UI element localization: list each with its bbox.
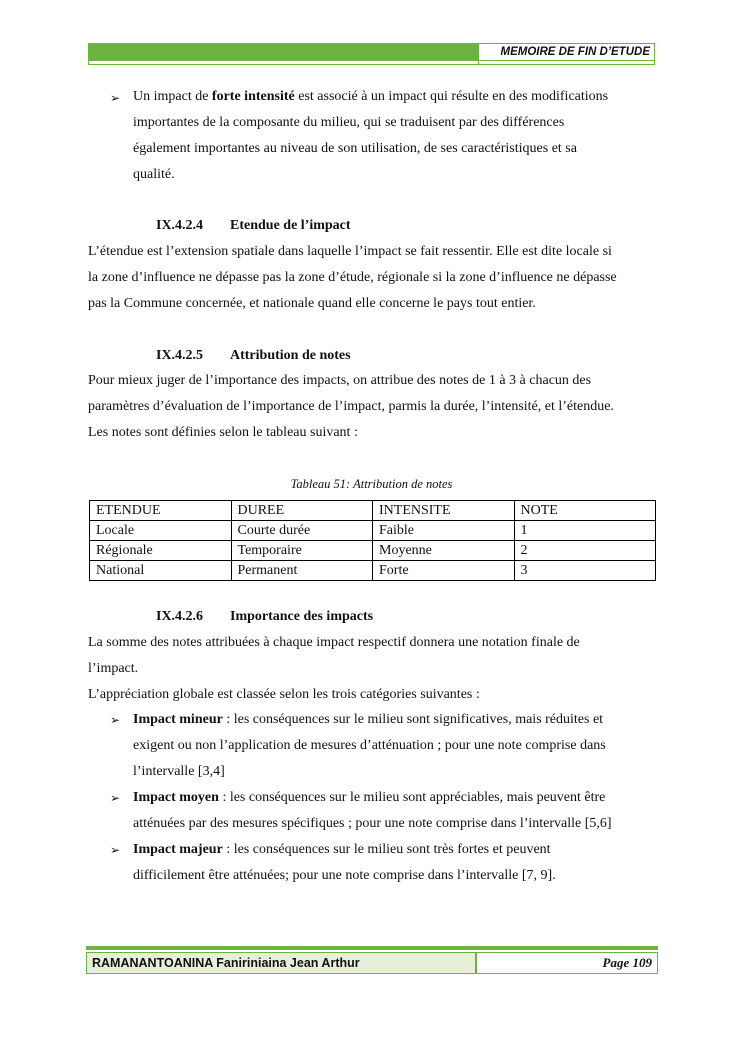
table-header-cell: DUREE [231, 501, 373, 521]
table-cell: 2 [514, 541, 656, 561]
section-title: Etendue de l’impact [230, 218, 351, 233]
paragraph-line: qualité. [133, 167, 175, 182]
paragraph-line: atténuées par des mesures spécifiques ; pour une note comprise dans l’intervalle [5,6] [133, 816, 612, 831]
page-number: Page 109 [476, 952, 658, 974]
paragraph-line: Pour mieux juger de l’importance des impacts, on attribue des notes de 1 à 3 à chacun des [88, 373, 592, 388]
paragraph-line: l’intervalle [3,4] [133, 764, 225, 779]
table-header-row [90, 501, 656, 521]
table-header-cell: INTENSITE [373, 501, 515, 521]
paragraph-line: également importantes au niveau de son utilisation, de ses caractéristiques et sa [133, 141, 577, 156]
table-cell: Faible [373, 521, 515, 541]
list-item: Impact mineur : les conséquences sur le milieu sont significatives, mais réduites et [133, 712, 604, 727]
page-footer [86, 946, 658, 976]
notes-table [89, 500, 656, 581]
paragraph-line: importantes de la composante du milieu, qui se traduisent par des différences [133, 115, 565, 130]
table-header-cell: ETENDUE [90, 501, 232, 521]
page-header [88, 43, 655, 67]
header-title: MEMOIRE DE FIN D’ETUDE [478, 43, 655, 60]
section-number: IX.4.2.4 [156, 218, 204, 233]
section-number: IX.4.2.5 [156, 348, 204, 363]
table-cell: Forte [373, 561, 515, 581]
section-title: Attribution de notes [230, 348, 351, 363]
header-divider [654, 60, 655, 65]
paragraph-line: la zone d’influence ne dépasse pas la zone d’étude, régionale si la zone d’influence ne dépasse [88, 270, 617, 285]
arrow-bullet-icon: ➢ [110, 713, 121, 727]
header-divider [88, 60, 89, 65]
paragraph-line: exigent ou non l’application de mesures d’atténuation ; pour une note comprise dans [133, 738, 606, 753]
paragraph-line: La somme des notes attribuées à chaque impact respectif donnera une notation finale de [88, 635, 580, 650]
table-cell: Moyenne [373, 541, 515, 561]
list-item: Impact majeur : les conséquences sur le milieu sont très fortes et peuvent [133, 842, 551, 857]
table-cell: Temporaire [231, 541, 373, 561]
paragraph-line: L’appréciation globale est classée selon les trois catégories suivantes : [88, 687, 480, 702]
paragraph-line: difficilement être atténuées; pour une note comprise dans l’intervalle [7, 9]. [133, 868, 556, 883]
table-row [90, 521, 656, 541]
table-cell: Régionale [90, 541, 232, 561]
header-green-bar [88, 43, 478, 60]
arrow-bullet-icon: ➢ [110, 843, 121, 857]
table-caption: Tableau 51: Attribution de notes [290, 477, 453, 491]
paragraph-line: l’impact. [88, 661, 139, 676]
arrow-bullet-icon: ➢ [110, 91, 121, 105]
header-divider [88, 64, 655, 65]
table-cell: 3 [514, 561, 656, 581]
footer-author: RAMANANTOANINA Faniriniaina Jean Arthur [86, 952, 476, 974]
arrow-bullet-icon: ➢ [110, 791, 121, 805]
table-cell: Courte durée [231, 521, 373, 541]
table-cell: Permanent [231, 561, 373, 581]
paragraph-line: paramètres d’évaluation de l’importance de l’impact, parmis la durée, l’intensité, et l’étendue. [88, 399, 614, 414]
footer-green-bar [86, 946, 658, 950]
list-item: Impact moyen : les conséquences sur le milieu sont appréciables, mais peuvent être [133, 790, 606, 805]
paragraph-line: pas la Commune concernée, et nationale quand elle concerne le pays tout entier. [88, 296, 536, 311]
section-number: IX.4.2.6 [156, 609, 204, 624]
section-title: Importance des impacts [230, 609, 374, 624]
table-row [90, 541, 656, 561]
table-cell: 1 [514, 521, 656, 541]
paragraph-line: Un impact de forte intensité est associé à un impact qui résulte en des modifications [133, 89, 609, 104]
table-row [90, 561, 656, 581]
table-header-cell: NOTE [514, 501, 656, 521]
paragraph-line: Les notes sont définies selon le tableau suivant : [88, 425, 358, 440]
paragraph-line: L’étendue est l’extension spatiale dans laquelle l’impact se fait ressentir. Elle est dite locale si [88, 244, 612, 259]
table-cell: National [90, 561, 232, 581]
header-divider [88, 60, 655, 61]
header-divider [478, 60, 479, 65]
table-cell: Locale [90, 521, 232, 541]
